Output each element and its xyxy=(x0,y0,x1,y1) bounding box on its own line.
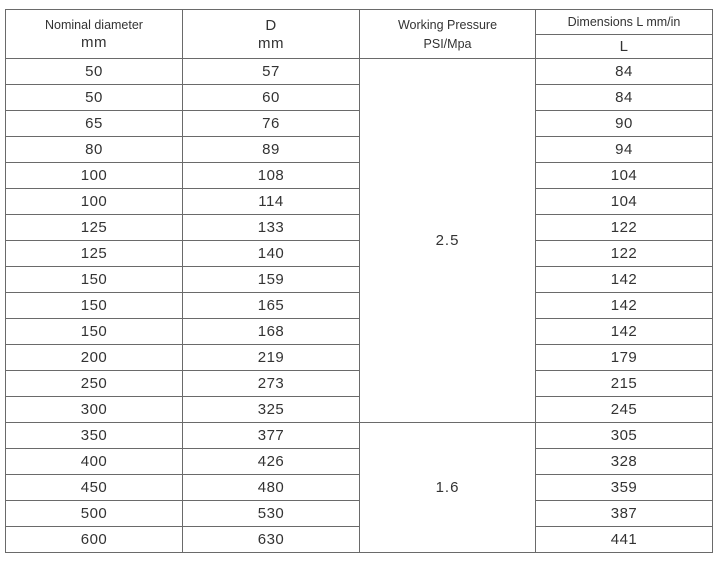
cell-nominal-diameter: 450 xyxy=(6,475,183,501)
table-row xyxy=(6,215,713,241)
table-row xyxy=(6,111,713,137)
header-d-label: D xyxy=(265,17,277,34)
header-l: L xyxy=(536,35,713,59)
cell-d: 480 xyxy=(183,475,360,501)
header-working-pressure-label: Working Pressure xyxy=(397,17,498,32)
cell-d: 165 xyxy=(183,293,360,319)
cell-nominal-diameter: 150 xyxy=(6,267,183,293)
cell-l: 142 xyxy=(536,319,713,345)
cell-nominal-diameter: 350 xyxy=(6,423,183,449)
header-d-unit: mm xyxy=(258,35,284,52)
cell-nominal-diameter: 50 xyxy=(6,59,183,85)
cell-l: 359 xyxy=(536,475,713,501)
table-row xyxy=(6,449,713,475)
header-dimensions: Dimensions L mm/in xyxy=(536,10,713,35)
cell-l: 142 xyxy=(536,267,713,293)
table-row xyxy=(6,163,713,189)
cell-d: 114 xyxy=(183,189,360,215)
cell-d: 530 xyxy=(183,501,360,527)
cell-l: 94 xyxy=(536,137,713,163)
cell-l: 104 xyxy=(536,189,713,215)
cell-l: 179 xyxy=(536,345,713,371)
cell-nominal-diameter: 300 xyxy=(6,397,183,423)
specification-table-container xyxy=(5,9,713,553)
cell-nominal-diameter: 100 xyxy=(6,163,183,189)
cell-d: 57 xyxy=(183,59,360,85)
table-row xyxy=(6,345,713,371)
cell-l: 84 xyxy=(536,59,713,85)
header-working-pressure-unit: PSI/Mpa xyxy=(423,36,472,51)
table-row xyxy=(6,501,713,527)
cell-l: 215 xyxy=(536,371,713,397)
cell-nominal-diameter: 125 xyxy=(6,215,183,241)
cell-l: 84 xyxy=(536,85,713,111)
cell-l: 387 xyxy=(536,501,713,527)
cell-d: 76 xyxy=(183,111,360,137)
cell-nominal-diameter: 600 xyxy=(6,527,183,553)
cell-l: 142 xyxy=(536,293,713,319)
table-row xyxy=(6,475,713,501)
table-row xyxy=(6,241,713,267)
cell-l: 90 xyxy=(536,111,713,137)
header-nominal-diameter-unit: mm xyxy=(81,34,107,51)
table-row xyxy=(6,267,713,293)
cell-l: 441 xyxy=(536,527,713,553)
cell-d: 630 xyxy=(183,527,360,553)
cell-nominal-diameter: 125 xyxy=(6,241,183,267)
header-d xyxy=(183,10,360,59)
table-row xyxy=(6,423,713,449)
cell-l: 122 xyxy=(536,241,713,267)
cell-d: 325 xyxy=(183,397,360,423)
cell-d: 108 xyxy=(183,163,360,189)
header-row xyxy=(6,10,713,35)
table-row xyxy=(6,189,713,215)
cell-d: 377 xyxy=(183,423,360,449)
cell-nominal-diameter: 65 xyxy=(6,111,183,137)
specification-table xyxy=(5,9,713,553)
cell-nominal-diameter: 250 xyxy=(6,371,183,397)
cell-nominal-diameter: 50 xyxy=(6,85,183,111)
table-row xyxy=(6,137,713,163)
cell-d: 426 xyxy=(183,449,360,475)
table-row xyxy=(6,397,713,423)
table-row xyxy=(6,371,713,397)
header-working-pressure xyxy=(360,10,536,59)
cell-d: 89 xyxy=(183,137,360,163)
table-row xyxy=(6,85,713,111)
cell-d: 168 xyxy=(183,319,360,345)
header-nominal-diameter xyxy=(6,10,183,59)
cell-nominal-diameter: 500 xyxy=(6,501,183,527)
cell-nominal-diameter: 400 xyxy=(6,449,183,475)
cell-l: 245 xyxy=(536,397,713,423)
cell-working-pressure: 2.5 xyxy=(360,59,536,423)
cell-d: 159 xyxy=(183,267,360,293)
table-row xyxy=(6,293,713,319)
cell-l: 104 xyxy=(536,163,713,189)
cell-nominal-diameter: 150 xyxy=(6,293,183,319)
table-row xyxy=(6,527,713,553)
cell-d: 133 xyxy=(183,215,360,241)
cell-l: 328 xyxy=(536,449,713,475)
cell-l: 305 xyxy=(536,423,713,449)
cell-d: 273 xyxy=(183,371,360,397)
cell-d: 60 xyxy=(183,85,360,111)
cell-working-pressure: 1.6 xyxy=(360,423,536,553)
cell-nominal-diameter: 80 xyxy=(6,137,183,163)
cell-d: 219 xyxy=(183,345,360,371)
cell-nominal-diameter: 200 xyxy=(6,345,183,371)
header-nominal-diameter-label: Nominal diameter xyxy=(45,18,143,32)
cell-d: 140 xyxy=(183,241,360,267)
table-row xyxy=(6,59,713,85)
cell-nominal-diameter: 100 xyxy=(6,189,183,215)
table-row xyxy=(6,319,713,345)
cell-nominal-diameter: 150 xyxy=(6,319,183,345)
cell-l: 122 xyxy=(536,215,713,241)
